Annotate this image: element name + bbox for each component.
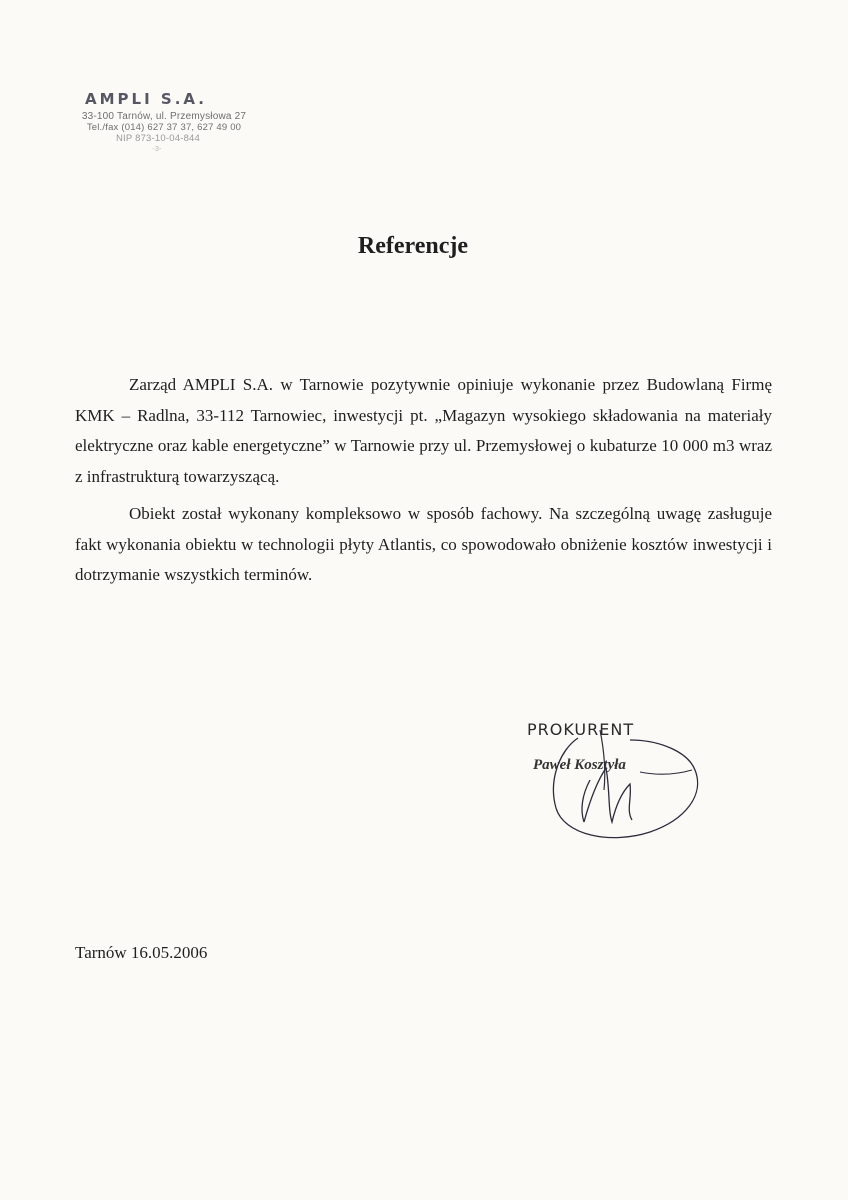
signature-name-stamp: Paweł Kosztyła	[533, 757, 626, 773]
letter-body	[75, 370, 772, 598]
signature-block	[520, 710, 720, 850]
signature-role: PROKURENT	[527, 720, 635, 739]
stamp-nip: NIP 873-10-04-844	[115, 133, 201, 144]
paragraph-2: Obiekt został wykonany kompleksowo w sposób fachowy. Na szczególną uwagę zasługuje fakt wykonania obiektu w technologii płyty Atlantis, co spowodowało obniżenie kosztów inwestycji i dotrzymanie wszystkich terminów.	[75, 504, 772, 584]
stamp-address: 33-100 Tarnów, ul. Przemysłowa 27	[81, 111, 247, 122]
stamp-phone: Tel./fax (014) 627 37 37, 627 49 00	[86, 122, 242, 133]
handwritten-signature-icon	[520, 710, 720, 850]
document-title: Referencje	[357, 233, 469, 259]
company-stamp	[48, 90, 258, 155]
stamp-mark: -3-	[152, 146, 162, 153]
stamp-company-name: AMPLI S.A.	[85, 90, 207, 108]
paragraph-1: Zarząd AMPLI S.A. w Tarnowie pozytywnie opiniuje wykonanie przez Budowlaną Firmę KMK – Radlna, 33-112 Tarnowiec, inwestycji pt. „Magazyn wysokiego składowania na materiały elektryczne oraz kable energetyczne” w Tarnowie przy ul. Przemysłowej o kubaturze 10 000 m3 wraz z infrastrukturą towarzyszącą.	[75, 375, 772, 486]
place-date: Tarnów 16.05.2006	[75, 943, 208, 962]
